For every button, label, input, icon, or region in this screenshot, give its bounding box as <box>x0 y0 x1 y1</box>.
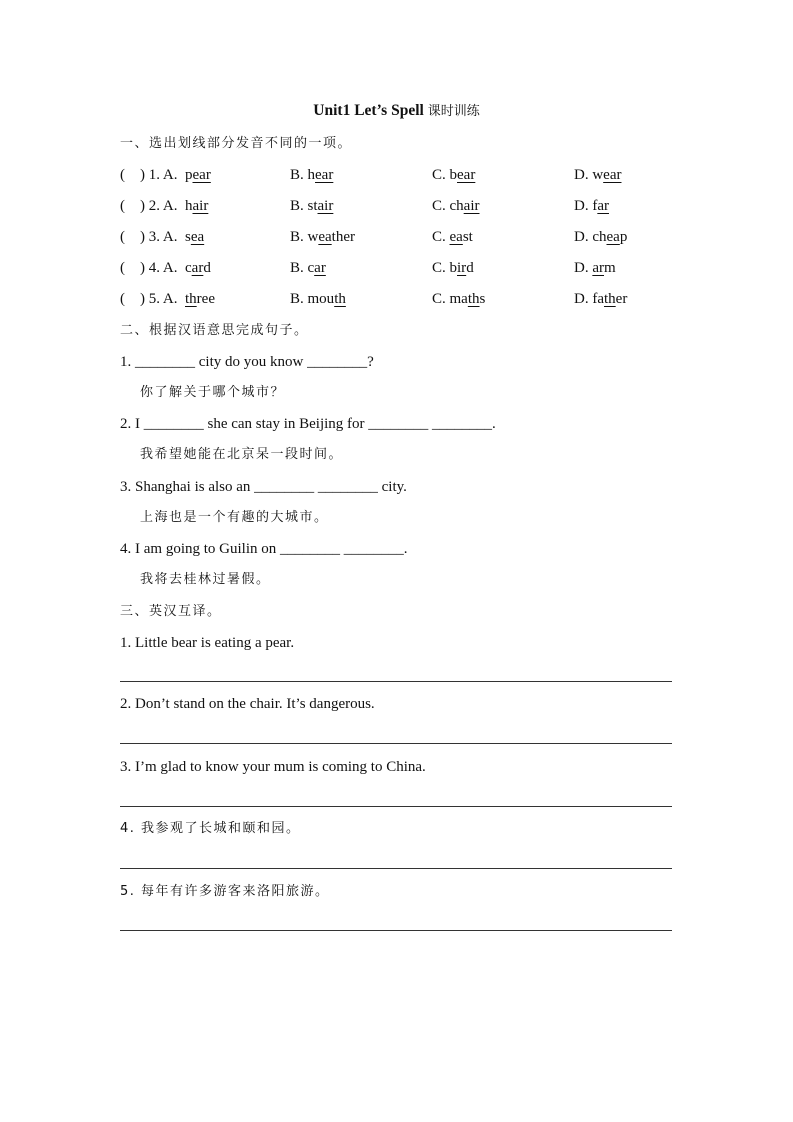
fill-sentence-1[interactable]: 1. ________ city do you know ________? <box>120 354 374 370</box>
section1-heading: 一、选出划线部分发音不同的一项。 <box>120 136 353 151</box>
underlined-part: th <box>334 291 346 307</box>
option-d: D. cheap <box>574 229 628 245</box>
answer-paren[interactable]: ( ) <box>120 167 145 183</box>
underlined-part: air <box>463 198 480 214</box>
underlined-part: air <box>317 198 334 214</box>
underlined-part: ar <box>314 260 326 276</box>
underlined-part: ar <box>191 260 204 276</box>
underlined-part: th <box>467 291 480 307</box>
fill-sentence-3-chinese: 上海也是一个有趣的大城市。 <box>140 510 329 525</box>
translate-item-5: 5. 每年有许多游客来洛阳旅游。 <box>120 884 330 899</box>
translate-item-2: 2. Don’t stand on the chair. It’s dangerous. <box>120 696 375 712</box>
question-number: 3. A. <box>148 229 178 245</box>
underlined-part: th <box>185 291 197 307</box>
underlined-part: ir <box>457 260 467 276</box>
option-d: D. far <box>574 198 609 214</box>
underlined-part: ea <box>449 229 463 245</box>
option-b: B. car <box>290 260 326 276</box>
answer-paren[interactable]: ( ) <box>120 260 145 276</box>
answer-paren[interactable]: ( ) <box>120 198 145 214</box>
answer-line[interactable] <box>120 868 672 869</box>
answer-paren[interactable]: ( ) <box>120 291 145 307</box>
underlined-part: ea <box>606 229 620 245</box>
underlined-part: ear <box>457 167 476 183</box>
option-c: C. bear <box>432 167 476 183</box>
fill-sentence-2[interactable]: 2. I ________ she can stay in Beijing for ________ ________. <box>120 416 496 432</box>
worksheet-title <box>0 103 793 119</box>
fill-sentence-2-chinese: 我希望她能在北京呆一段时间。 <box>140 447 344 462</box>
option-c: C. chair <box>432 198 480 214</box>
answer-paren[interactable]: ( ) <box>120 229 145 245</box>
underlined-part: ar <box>592 260 604 276</box>
question-number: 1. A. <box>148 167 178 183</box>
question-row-1 <box>120 168 178 183</box>
option-a: card <box>185 260 211 276</box>
answer-line[interactable] <box>120 743 672 744</box>
question-row-5 <box>120 292 178 307</box>
question-number: 4. A. <box>148 260 178 276</box>
option-b: B. weather <box>290 229 355 245</box>
option-d: D. arm <box>574 260 616 276</box>
fill-sentence-4[interactable]: 4. I am going to Guilin on ________ ________. <box>120 541 408 557</box>
question-row-2 <box>120 199 178 214</box>
fill-sentence-1-chinese: 你了解关于哪个城市？ <box>140 385 286 400</box>
underlined-part: air <box>192 198 209 214</box>
answer-line[interactable] <box>120 681 672 682</box>
underlined-part: th <box>604 291 616 307</box>
question-number: 5. A. <box>148 291 178 307</box>
title-english: Unit1 Let’s Spell <box>313 102 424 119</box>
translate-item-4: 4. 我参观了长城和颐和园。 <box>120 821 301 836</box>
question-number: 2. A. <box>148 198 178 214</box>
option-c: C. maths <box>432 291 486 307</box>
underlined-part: ear <box>315 167 334 183</box>
title-chinese: 课时训练 <box>427 104 480 119</box>
fill-sentence-4-chinese: 我将去桂林过暑假。 <box>140 572 271 587</box>
underlined-part: ear <box>192 167 211 183</box>
question-row-4 <box>120 261 178 276</box>
question-row-3 <box>120 230 178 245</box>
option-b: B. mouth <box>290 291 346 307</box>
underlined-part: ea <box>190 229 205 245</box>
option-b: B. hear <box>290 167 334 183</box>
option-d: D. wear <box>574 167 622 183</box>
option-a: sea <box>185 229 205 245</box>
section3-heading: 三、英汉互译。 <box>120 604 222 619</box>
underlined-part: ar <box>597 198 609 214</box>
answer-line[interactable] <box>120 930 672 931</box>
fill-sentence-3[interactable]: 3. Shanghai is also an ________ ________ city. <box>120 479 407 495</box>
underlined-part: ea <box>318 229 332 245</box>
option-a: pear <box>185 167 211 183</box>
option-d: D. father <box>574 291 628 307</box>
option-a: hair <box>185 198 209 214</box>
option-c: C. east <box>432 229 473 245</box>
translate-item-1: 1. Little bear is eating a pear. <box>120 635 295 651</box>
underlined-part: ear <box>603 167 622 183</box>
option-b: B. stair <box>290 198 334 214</box>
option-a: three <box>185 291 215 307</box>
section2-heading: 二、根据汉语意思完成句子。 <box>120 323 309 338</box>
answer-line[interactable] <box>120 806 672 807</box>
translate-item-3: 3. I’m glad to know your mum is coming to China. <box>120 759 426 775</box>
option-c: C. bird <box>432 260 474 276</box>
